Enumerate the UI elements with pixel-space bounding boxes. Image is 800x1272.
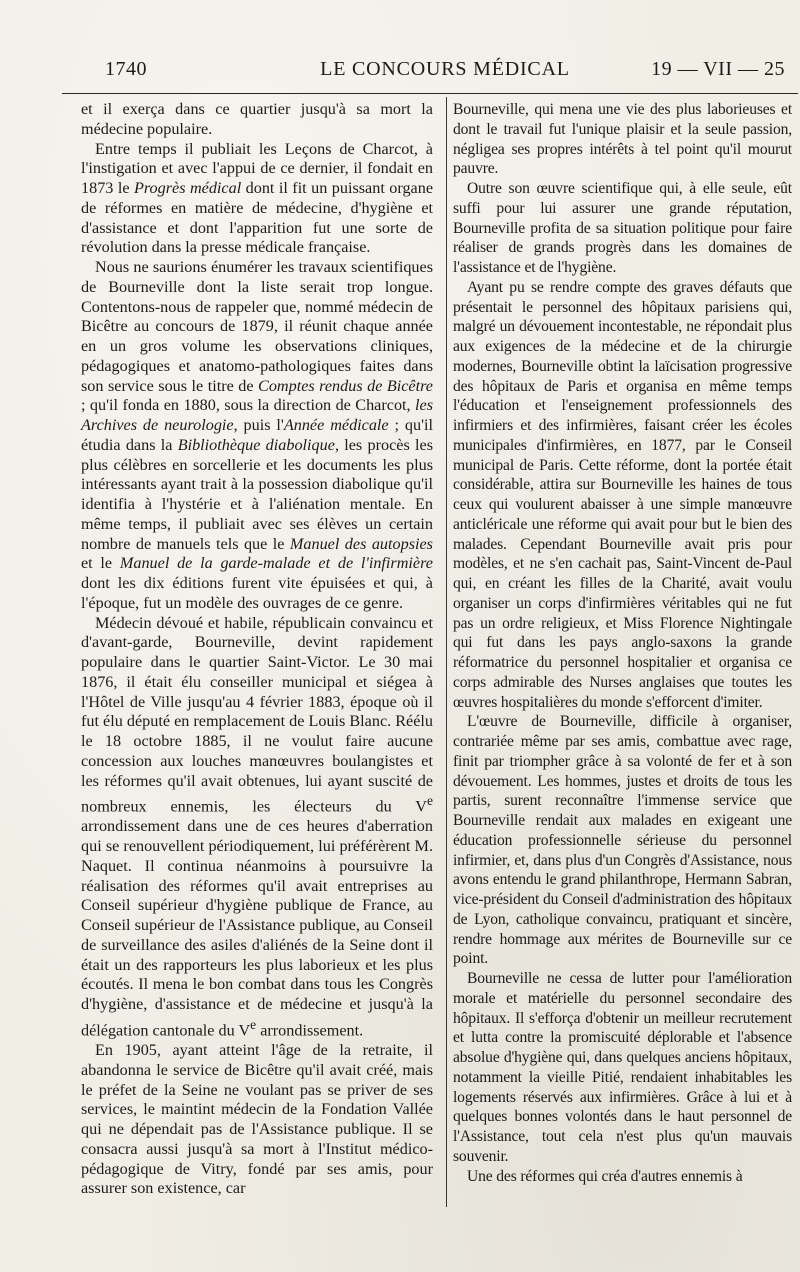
paragraph: Une des réformes qui créa d'autres ennemis à [467,1167,743,1185]
paragraph: Entre temps il publiait les Leçons de Charcot, à l'instigation et avec l'appui de ce dernier, il fondait en 1873 le Progrès médical dont il fit un puissant organe de réformes en matière de médecine, d'hygiène et d'assistance et dont l'apparition fut une sorte de révolution dans la presse médicale française. [81,139,434,257]
paragraph: Médecin dévoué et habile, républicain convaincu et d'avant-garde, Bourneville, devint rapidement populaire dans le quartier Saint-Victor. Le 30 mai 1876, il était élu conseiller municipal et siégea à l'Hôtel de Ville jusqu'au 4 février 1883, époque où il fut élu député en remplacement de Louis Blanc. Réélu le 18 octobre 1885, il ne voulut faire aucune concession aux louches manœuvres boulangistes et les réformes qu'il avait obtenues, lui ayant suscité de nombreux ennemis, les électeurs du Ve arrondissement dans une de ces heures d'aberration qui se renouvellent périodiquement, lui préférèrent M. Naquet. Il continua néanmoins à poursuivre la réalisation des réformes qu'il avait entreprises au Conseil supérieur d'hygiène publique de France, au Conseil supérieur de l'Assistance publique, au Conseil de surveillance des asiles d'aliénés de la Seine dont il était un des rapporteurs les plus laborieux et les plus écoutés. Il mena le bon combat dans tous les Congrès d'hygiène, d'assistance et de médecine et jusqu'à la délégation cantonale du Ve arrondissement. [81,613,433,1040]
paragraph: En 1905, ayant atteint l'âge de la retraite, il abandonna le service de Bicêtre qu'il avait créé, mais le préfet de la Seine ne voulant pas se priver de ses services, le maintint médecin de la Fondation Vallée qui ne dépendait pas de l'Assistance publique. Il se consacra aussi jusqu'à sa mort à l'Institut médico-pédagogique de Vitry, fondé par ses amis, pour assurer son existence, car [81,1041,433,1198]
header-rule [62,93,798,94]
paragraph: Nous ne saurions énumérer les travaux scientifiques de Bourneville dont la liste serait trop longue. Contentons-nous de rappeler que, nommé médecin de Bicêtre au concours de 1879, il réunit chaque année en un gros volume les observations cliniques, pédagogiques et anatomo-pathologiques faites dans son service sous le titre de Comptes rendus de Bicêtre ; qu'il fonda en 1880, sous la direction de Charcot, les Archives de neurologie, puis l'Année médicale ; qu'il étudia dans la Bibliothèque diabolique, les procès les plus célèbres en sorcellerie et les documents les plus intéressants ayant trait à la possession diabolique qu'il identifia à l'hystérie et à l'aliénation mentale. En même temps, il publiait avec ses élèves un certain nombre de manuels tels que le Manuel des autopsies et le Manuel de la garde-malade et de l'infirmière dont les dix éditions furent vite épuisées et qui, à l'époque, fut un modèle des ouvrages de ce genre. [81,258,433,612]
left-column [81,100,433,1199]
paragraph: et il exerça dans ce quartier jusqu'à sa mort la médecine populaire. [81,100,433,138]
paragraph: L'œuvre de Bourneville, difficile à organiser, contrariée même par ses amis, combattue avec rage, finit par triompher grâce à sa volonté de fer et à son dévouement. Les hommes, justes et droits de tous les partis, surent reconnaître l'immense service que Bourneville rendait aux malades en exigeant une éducation professionnelle sérieuse du personnel infirmier, et, dans plus d'un Congrès d'Assistance, nous avons entendu le grand philanthrope, Hermann Sabran, vice-président du Conseil d'administration des hôpitaux de Lyon, catholique convaincu, pratiquant et sincère, rendre hommage aux mérites de Bourneville sur ce point. [453,713,792,968]
paragraph: Ayant pu se rendre compte des graves défauts que présentait le personnel des hôpitaux parisiens qui, malgré un dévouement incontestable, ne répondait plus aux exigences de la médecine et de la chirurgie modernes, Bourneville obtint la laïcisation progressive des hôpitaux de Paris et organisa en même temps l'éducation et l'enseignement professionnels des infirmiers et des infirmières, faisant créer les écoles municipales d'infirmières, en 1877, par le Conseil municipal de Paris. Cette réforme, dont la portée était considérable, attira sur Bourneville les haines de tous ceux qui voulurent abaisser à une simple manœuvre anticléricale une réforme qui avait pour but le bien des malades. Cependant Bourneville avait pris pour modèles, et ne s'en cachait pas, Saint-Vincent de-Paul qui, en créant les filles de la Charité, avait voulu organiser un corps d'infirmières véritables qui ne fut pas un ordre religieux, et Miss Florence Nightingale qui fut dans les pays anglo-saxons la grande réformatrice du personnel hospitalier et organisa ce corps admirable des Nurses anglaises que toutes les œuvres hospitalières du monde s'efforcent d'imiter. [453,278,792,711]
issue-date: 19 — VII — 25 [651,58,785,80]
paragraph: Outre son œuvre scientifique qui, à elle seule, eût suffi pour lui assurer une grande réputation, Bourneville profita de sa situation politique pour faire réaliser de grands progrès dans les domaines de l'assistance et de l'hygiène. [453,180,792,276]
column-divider [446,97,447,1207]
right-column [453,100,792,1186]
paragraph: Bourneville ne cessa de lutter pour l'amélioration morale et matérielle du personnel secondaire des hôpitaux. Il s'efforça d'obtenir un meilleur recrutement et lutta contre la promiscuité déplorable et l'absence absolue d'hygiène qui, dans quelques anciens hôpitaux, notamment la vieille Pitié, rendaient inhabitables les logements réservés aux infirmières. Grâce à lui et à quelques bonnes volontés dans le haut personnel de l'Assistance, tout cela n'est plus qu'un mauvais souvenir. [453,970,792,1165]
journal-title: LE CONCOURS MÉDICAL [320,58,570,80]
running-head [105,58,785,88]
page-number: 1740 [105,58,147,80]
paragraph: Bourneville, qui mena une vie des plus laborieuses et dont le travail fut l'unique plaisir et la seule passion, négligea ses propres intérêts à tel point qu'il mourut pauvre. [453,101,792,178]
